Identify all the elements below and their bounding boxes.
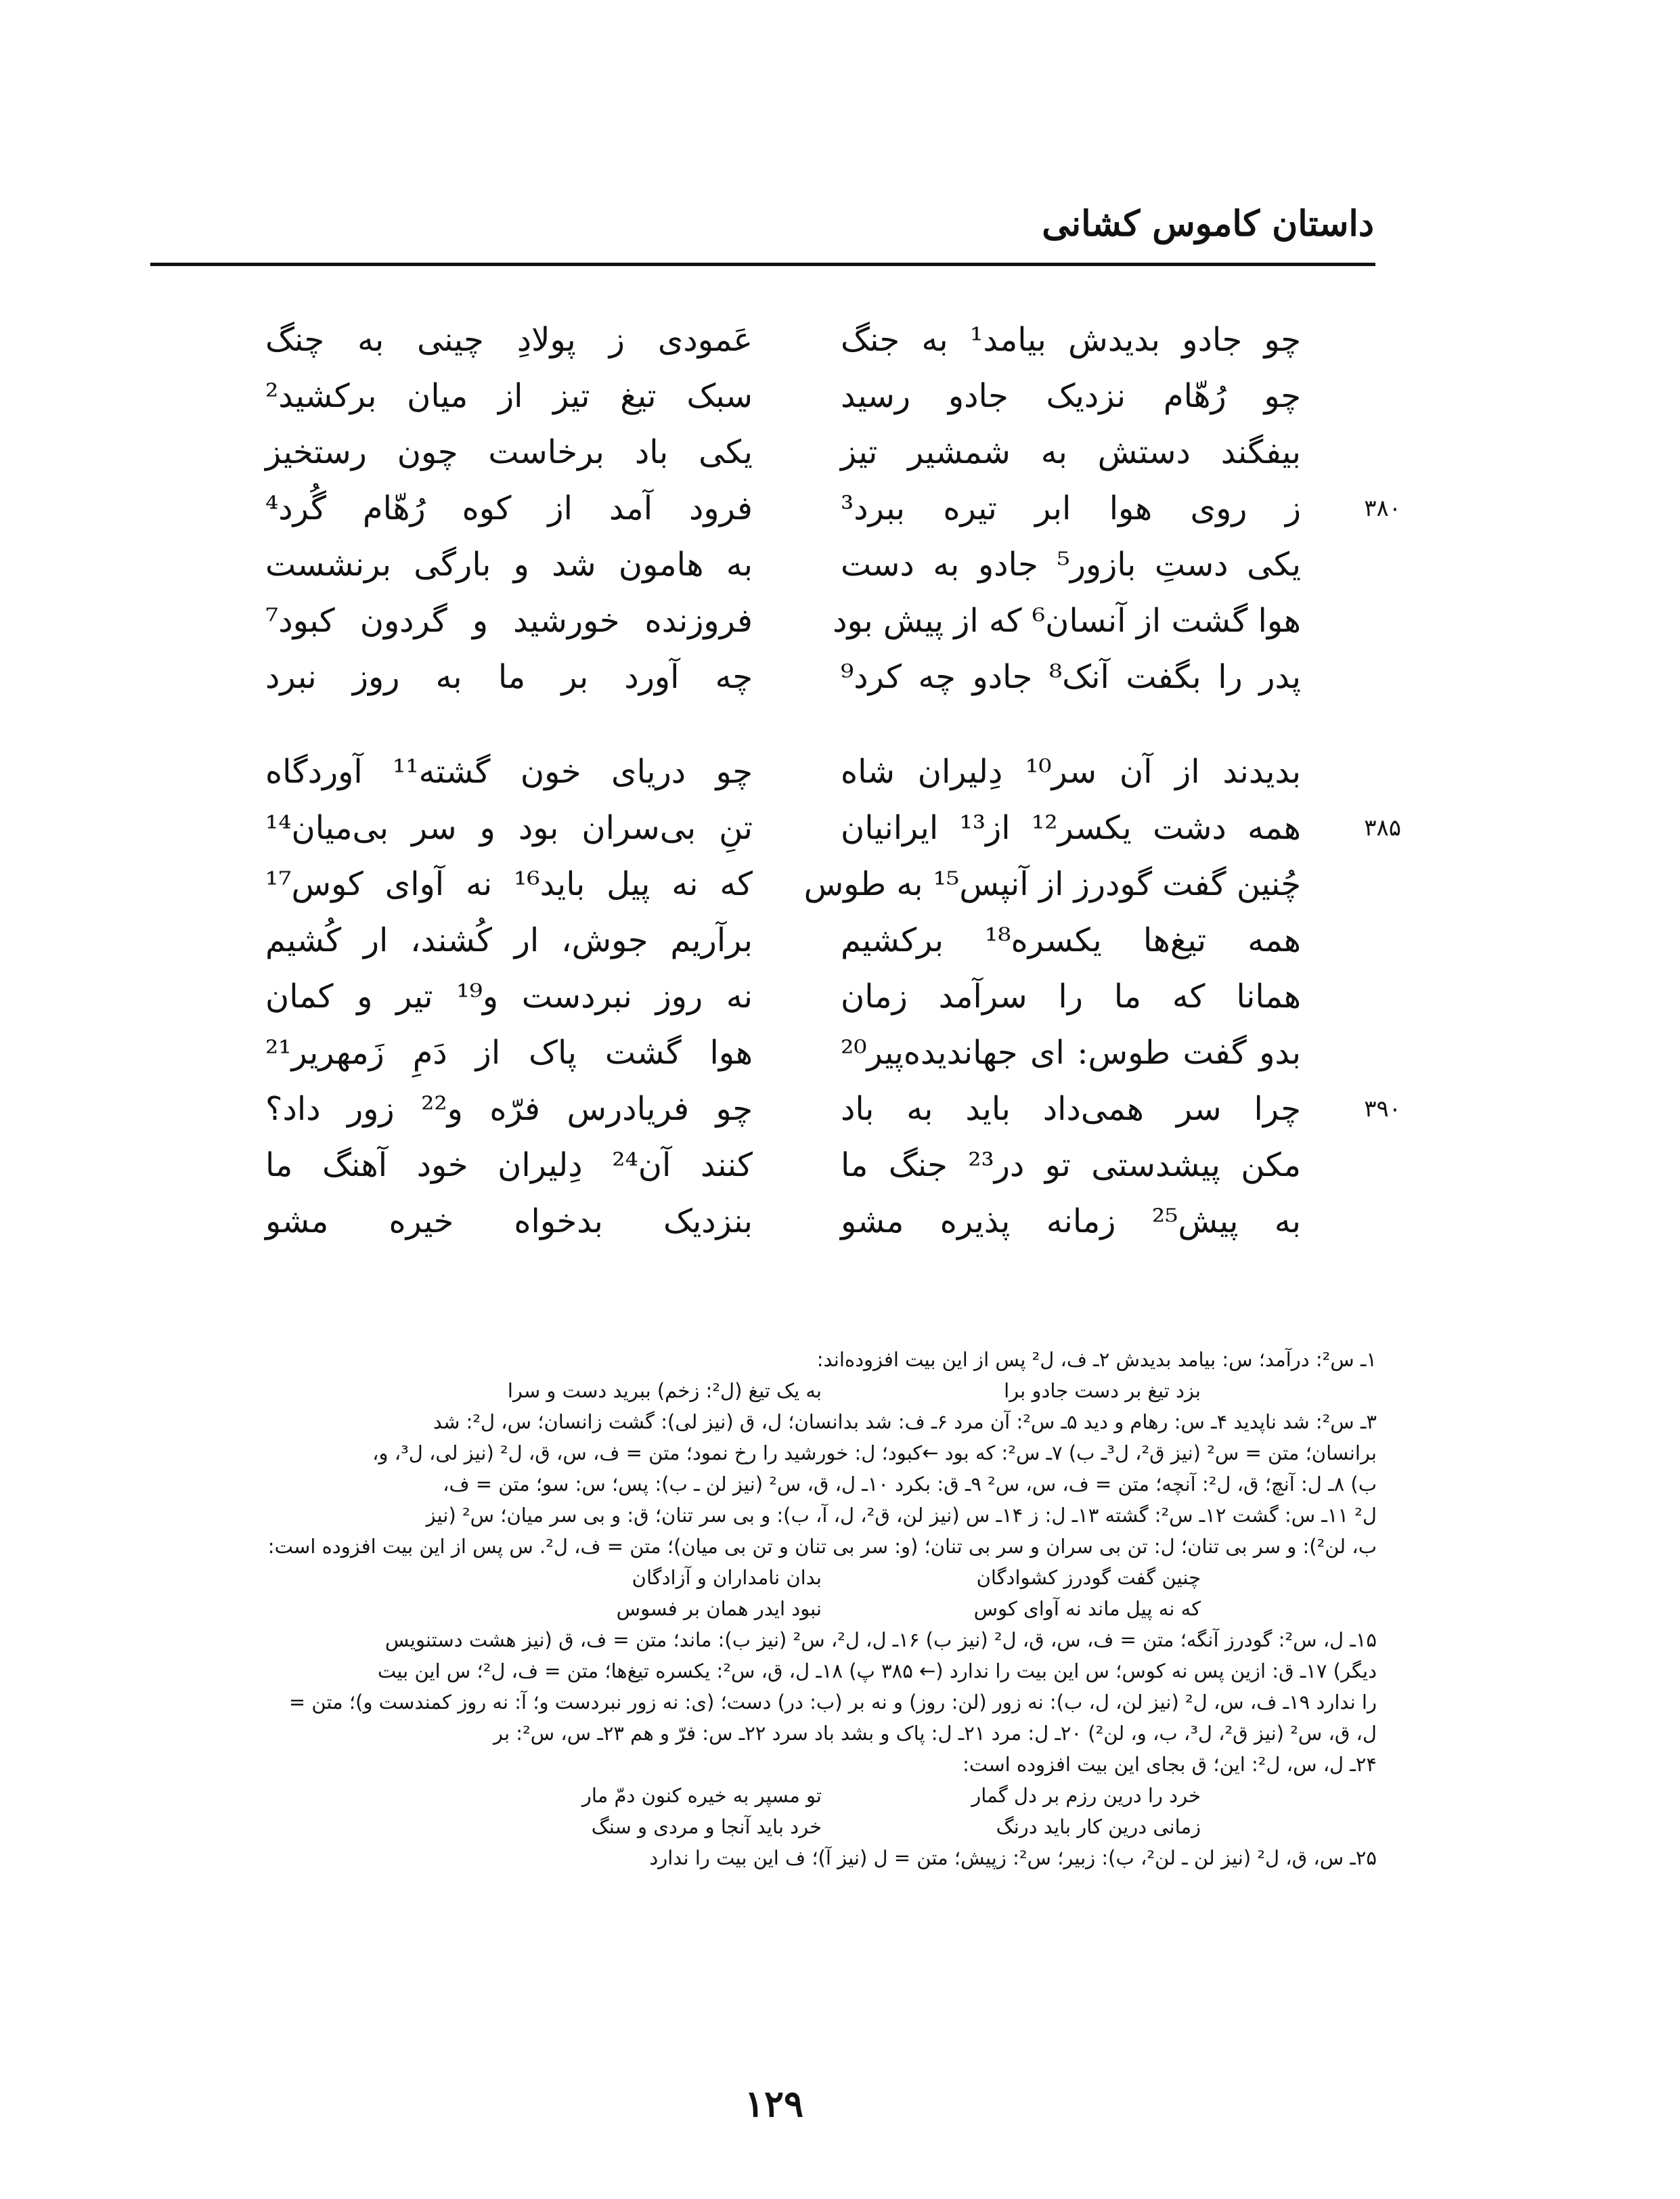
couplet-second: بدان نامداران و آزادگان: [632, 1566, 822, 1589]
footnote-line: ۱۵ـ ل، س²: گودرز آنگه؛ متن = ف، س، ق، ل² (نیز ب) ۱۶ـ ل، ل²، س² (نیز ب): ماند؛ متن = ف، ق (نیز هشت دستنویس: [384, 1628, 1377, 1651]
first-hemistich: مکن پیشدستی تو در²³ جنگ ما: [841, 1146, 1302, 1184]
second-hemistich: برآریم جوش، ار کُشند، ار کُشیم: [265, 921, 753, 959]
first-hemistich: یکی دستِ بازور⁵ جادو به دست: [841, 546, 1302, 584]
second-hemistich: فروزنده خورشید و گردون کبود⁷: [265, 602, 753, 640]
first-hemistich: به پیش²⁵ زمانه پذیره مشو: [841, 1202, 1301, 1240]
footnote-line: ب، لن²): و سر بی تنان؛ ل: تن بی سران و سر بی تنان؛ (و: سر بی تنان و تن بی میان)؛ متن = ف، ل². س پس از این بیت افزوده است:: [267, 1535, 1377, 1558]
first-hemistich: چو رُهّام نزدیک جادو رسید: [841, 377, 1301, 415]
footnote-line: ۲۵ـ س، ق، ل² (نیز لن ـ لن²، ب): زبیر؛ س²: زپیش؛ متن = ل (نیز آ)؛ ف این بیت را ندارد: [649, 1846, 1377, 1869]
line-number: ۳۸۵: [1364, 814, 1401, 842]
first-hemistich: همه دشت یکسر¹² از¹³ ایرانیان: [841, 809, 1301, 847]
footnote-line: ۳ـ س²: شد ناپدید ۴ـ س: رهام و دید ۵ـ س²: آن مرد ۶ـ ف: شد بدانسان؛ ل، ق (نیز لی): گشت زانسان؛ س، ل²: شد: [433, 1410, 1377, 1433]
second-hemistich: یکی باد برخاست چون رستخیز: [265, 433, 753, 471]
first-hemistich: پدر را بگفت آنک⁸ جادو چه کرد⁹: [841, 658, 1301, 696]
verse-row: [0, 801, 1680, 855]
verse-row: [0, 745, 1680, 799]
couplet-first: چنین گفت گودرز کشوادگان: [976, 1566, 1201, 1589]
footnote-line: را ندارد ۱۹ـ ف، س، ل² (نیز لن، ل، ب): نه زور (لن: روز) و نه بر (ب: در) دست؛ (ی: نه زور نبردست و؛ آ: نه روز کمندست و)؛ متن =: [288, 1691, 1377, 1714]
second-hemistich: بنزدیک بدخواه خیره مشو: [265, 1202, 753, 1240]
first-hemistich: چرا سر همی‌داد باید به باد: [841, 1090, 1301, 1128]
first-hemistich: همه تیغ‌ها یکسره¹⁸ برکشیم: [841, 921, 1301, 959]
verse-row: [0, 1138, 1680, 1192]
verse-row: [0, 650, 1680, 704]
second-hemistich: کنند آن²⁴ دِلیران خود آهنگ ما: [265, 1146, 753, 1184]
couplet-first: زمانی درین کار باید درنگ: [996, 1815, 1201, 1838]
couplet-first: بزد تیغ بر دست جادو برا: [1004, 1379, 1201, 1402]
verse-row: [0, 1082, 1680, 1136]
verse-row: [0, 857, 1680, 911]
footnote-couplet: [138, 1375, 1377, 1406]
verse-row: [0, 1026, 1680, 1080]
footnotes: [138, 1344, 1377, 1873]
verse-row: [0, 970, 1680, 1024]
second-hemistich: که نه پیل باید¹⁶ نه آوای کوس¹⁷: [265, 865, 753, 903]
second-hemistich: هوا گشت پاک از دَمِ زَمهریر²¹: [265, 1034, 753, 1072]
first-hemistich: چُنین گفت گودرز از آنپس¹⁵ به طوس: [803, 865, 1301, 903]
footnote-couplet: [138, 1593, 1377, 1624]
couplet-second: تو مسپر به خیره کنون دمّ مار: [581, 1784, 822, 1807]
couplet-first: خرد را درین رزم بر دل گمار: [971, 1784, 1201, 1807]
second-hemistich: عَمودی ز پولادِ چینی به چنگ: [265, 321, 753, 359]
couplet-second: به یک تیغ (ل²: زخم) ببرید دست و سرا: [507, 1379, 822, 1402]
verse-row: [0, 594, 1680, 648]
second-hemistich: چو دریای خون گشته¹¹ آوردگاه: [265, 753, 753, 791]
footnote-line: دیگر) ۱۷ـ ق: ازین پس نه کوس؛ س این بیت را ندارد (← ۳۸۵ پ) ۱۸ـ ل، ق، س²: یکسره تیغ‌ها؛ متن = ف، ل²؛ س این بیت: [377, 1659, 1377, 1682]
second-hemistich: چه آورد بر ما به روز نبرد: [265, 658, 753, 696]
footnote-line: ل² ۱۱ـ س: گشت ۱۲ـ س²: گشته ۱۳ـ ل: ز ۱۴ـ س (نیز لن، ق²، ل، آ، ب): و بی سر تنان؛ ق: و بی سر میان؛ س² (نیز: [426, 1504, 1377, 1527]
header-rule: [150, 263, 1375, 266]
verse-row: [0, 425, 1680, 479]
footnote-line: ۲۴ـ ل، س، ل²: این؛ ق بجای این بیت افزوده است:: [963, 1753, 1377, 1776]
verse-row: [0, 481, 1680, 536]
second-hemistich: نه روز نبردست و¹⁹ تیر و کمان: [265, 978, 753, 1016]
running-header-title: داستان کاموس کشانی: [1042, 203, 1374, 244]
footnote-line: برانسان؛ متن = س² (نیز ق²، ل³ـ ب) ۷ـ س²: که بود ←کبود؛ ل: خورشید را رخ نمود؛ متن = ف، س، ق، ل² (نیز لی، ل³، و،: [372, 1441, 1377, 1464]
footnote-line: ۱ـ س²: درآمد؛ س: بیامد بدیدش ۲ـ ف، ل² پس از این بیت افزوده‌اند:: [816, 1348, 1377, 1371]
first-hemistich: بدیدند از آن سر¹⁰ دِلیران شاه: [841, 753, 1302, 791]
footnote-line: ل، ق، س² (نیز ق²، ل³، ب، و، لن²) ۲۰ـ ل: مرد ۲۱ـ ل: پاک و بشد باد سرد ۲۲ـ س: فرّ و هم ۲۳ـ س، س²: بر: [493, 1722, 1377, 1745]
footnote-couplet: [138, 1780, 1377, 1811]
verse-row: [0, 1194, 1680, 1248]
verse-row: [0, 313, 1680, 367]
footnote-couplet: [138, 1562, 1377, 1593]
footnote-couplet: [138, 1811, 1377, 1842]
line-number: ۳۸۰: [1364, 495, 1401, 522]
first-hemistich: چو جادو بدیدش بیامد¹ به جنگ: [841, 321, 1302, 359]
couplet-first: که نه پیل ماند نه آوای کوس: [973, 1597, 1201, 1620]
first-hemistich: همانا که ما را سرآمد زمان: [841, 978, 1301, 1016]
second-hemistich: چو فریادرس فرّه و²² زور داد؟: [265, 1090, 753, 1128]
page-number: ۱۲۹: [745, 2082, 804, 2125]
couplet-second: نبود ایدر همان بر فسوس: [616, 1597, 822, 1620]
first-hemistich: بیفگند دستش به شمشیر تیز: [841, 433, 1301, 471]
first-hemistich: بدو گفت طوس: ای جهاندیده‌پیر²⁰: [841, 1034, 1301, 1072]
verse-row: [0, 913, 1680, 967]
verse-row: [0, 538, 1680, 592]
second-hemistich: تنِ بی‌سران بود و سر بی‌میان¹⁴: [265, 809, 753, 847]
first-hemistich: ز روی هوا ابر تیره ببرد³: [841, 489, 1301, 527]
second-hemistich: فرود آمد از کوه رُهّام گُرد⁴: [265, 489, 753, 527]
verse-row: [0, 369, 1680, 423]
second-hemistich: سبک تیغ تیز از میان برکشید²: [265, 377, 753, 415]
line-number: ۳۹۰: [1364, 1095, 1401, 1123]
couplet-second: خرد باید آنجا و مردی و سنگ: [591, 1815, 822, 1838]
first-hemistich: هوا گشت از آنسان⁶ که از پیش بود: [833, 602, 1301, 640]
footnote-line: ب) ۸ـ ل: آنچ؛ ق، ل²: آنچه؛ متن = ف، س، س² ۹ـ ق: بکرد ۱۰ـ ل، ق، س² (نیز لن ـ ب): پس؛ س: سو؛ متن = ف،: [443, 1473, 1377, 1496]
second-hemistich: به هامون شد و بارگی برنشست: [265, 546, 753, 584]
